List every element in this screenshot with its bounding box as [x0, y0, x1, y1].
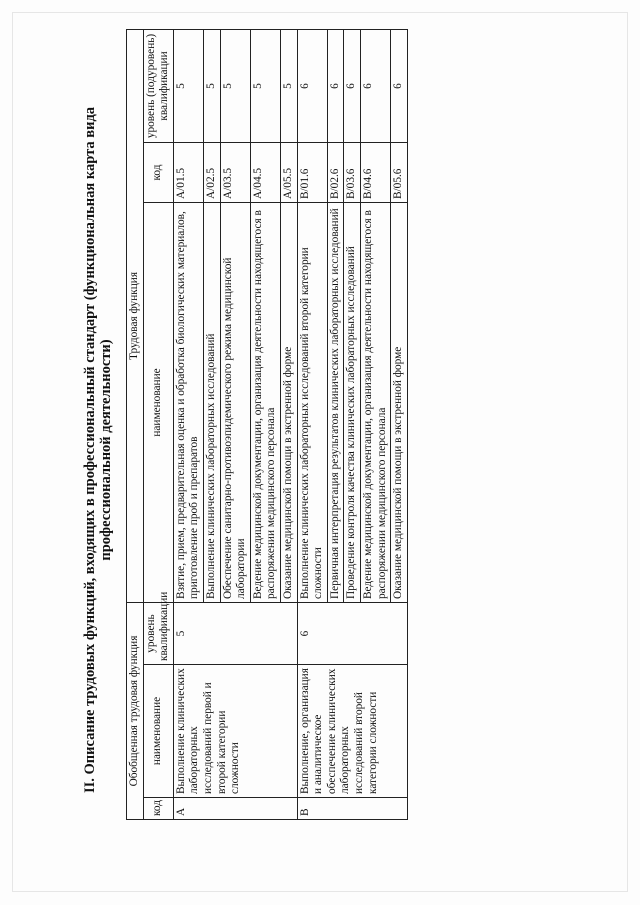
function-code: A/02.5: [203, 143, 220, 203]
function-level: 6: [344, 29, 361, 142]
function-code: A/05.5: [280, 143, 297, 203]
function-code: A/04.5: [250, 143, 280, 203]
function-level: 6: [360, 29, 390, 142]
function-level: 6: [297, 29, 327, 142]
header-gen-level: уровень квалификации: [143, 603, 173, 665]
function-name: Ведение медицинской документации, организация деятельности находящегося в распоряжении медицинского персонала: [250, 203, 280, 603]
group-name: Выполнение клинических лабораторных исследований первой и второй категории сложности: [173, 665, 297, 798]
functional-map-table: [126, 29, 408, 820]
function-level: 5: [203, 29, 220, 142]
function-code: A/03.5: [220, 143, 250, 203]
header-func-name: наименование: [143, 203, 173, 603]
header-func-code: код: [143, 143, 173, 203]
header-row-2: [143, 29, 173, 819]
group-name: Выполнение, организация и аналитическое обеспечение клинических лабораторных исследований второй категории сложности: [297, 665, 407, 798]
function-level: 5: [280, 29, 297, 142]
header-gen-code: код: [143, 798, 173, 820]
header-labor-function: Трудовая функция: [127, 29, 144, 602]
group-level: 6: [297, 603, 407, 665]
document-title-line-1: II. Описание трудовых функций, входящих в профессиональный стандарт (функциональная карта вида: [82, 106, 98, 794]
function-code: B/04.6: [360, 143, 390, 203]
function-name: Взятие, прием, предварительная оценка и обработка биологических материалов, приготовление проб и препаратов: [173, 203, 203, 603]
function-code: A/01.5: [173, 143, 203, 203]
function-name: Обеспечение санитарно-противоэпидемического режима медицинской лаборатории: [220, 203, 250, 603]
function-code: B/01.6: [297, 143, 327, 203]
rotated-document-page: [20, 10, 620, 890]
header-gen-name: наименование: [143, 665, 173, 798]
function-name: Выполнение клинических лабораторных исследований: [203, 203, 220, 603]
document-title: [82, 10, 114, 890]
function-name: Оказание медицинской помощи в экстренной форме: [280, 203, 297, 603]
function-name: Выполнение клинических лабораторных исследований второй категории сложности: [297, 203, 327, 603]
function-level: 5: [250, 29, 280, 142]
group-level: 5: [173, 603, 297, 665]
table-row: [173, 29, 203, 819]
header-func-sublevel: уровень (подуровень) квалификации: [143, 29, 173, 142]
function-code: B/05.6: [391, 143, 408, 203]
group-code: A: [173, 798, 297, 820]
header-generalized-function: Обобщенная трудовая функция: [127, 603, 144, 820]
function-level: 5: [220, 29, 250, 142]
function-code: B/02.6: [327, 143, 344, 203]
document-title-line-2: профессиональной деятельности): [98, 339, 114, 561]
function-name: Ведение медицинской документации, организация деятельности находящегося в распоряжении медицинского персонала: [360, 203, 390, 603]
function-name: Первичная интерпретация результатов клинических лабораторных исследований: [327, 203, 344, 603]
function-code: B/03.6: [344, 143, 361, 203]
function-level: 6: [327, 29, 344, 142]
function-name: Оказание медицинской помощи в экстренной форме: [391, 203, 408, 603]
function-name: Проведение контроля качества клинических лабораторных исследований: [344, 203, 361, 603]
function-level: 5: [173, 29, 203, 142]
table-row: [297, 29, 327, 819]
group-code: B: [297, 798, 407, 820]
header-row-1: [127, 29, 144, 819]
function-level: 6: [391, 29, 408, 142]
